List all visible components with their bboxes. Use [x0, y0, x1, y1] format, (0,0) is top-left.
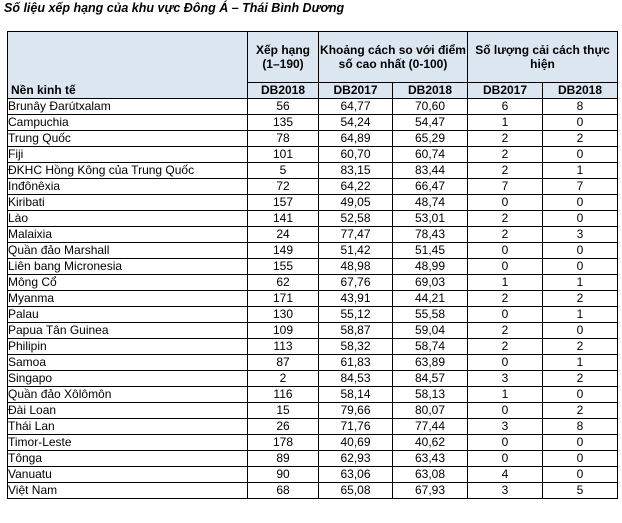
table-row — [8, 99, 618, 115]
table-row — [8, 195, 618, 211]
cell-rank-db2018: 178 — [248, 435, 319, 451]
table-row — [8, 403, 618, 419]
cell-reforms-db2018: 0 — [543, 243, 618, 259]
cell-economy-name: Quần đảo Marshall — [8, 243, 248, 259]
table-row — [8, 211, 618, 227]
cell-reforms-db2018: 1 — [543, 307, 618, 323]
cell-rank-db2018: 116 — [248, 387, 319, 403]
cell-distance-db2017: 60,70 — [319, 147, 393, 163]
cell-rank-db2018: 62 — [248, 275, 319, 291]
cell-economy-name: Inđônêxia — [8, 179, 248, 195]
cell-distance-db2018: 44,21 — [393, 291, 468, 307]
cell-distance-db2017: 79,66 — [319, 403, 393, 419]
cell-economy-name: Trung Quốc — [8, 131, 248, 147]
cell-reforms-db2017: 1 — [468, 115, 543, 131]
cell-distance-db2017: 58,87 — [319, 323, 393, 339]
cell-distance-db2018: 63,89 — [393, 355, 468, 371]
table-body — [8, 99, 618, 499]
cell-economy-name: Palau — [8, 307, 248, 323]
cell-economy-name: Papua Tân Guinea — [8, 323, 248, 339]
cell-rank-db2018: 90 — [248, 467, 319, 483]
cell-distance-db2018: 78,43 — [393, 227, 468, 243]
cell-reforms-db2018: 0 — [543, 435, 618, 451]
cell-reforms-db2017: 0 — [468, 195, 543, 211]
cell-economy-name: Việt Nam — [8, 483, 248, 499]
cell-reforms-db2017: 2 — [468, 339, 543, 355]
cell-reforms-db2017: 0 — [468, 355, 543, 371]
cell-economy-name: Vanuatu — [8, 467, 248, 483]
cell-distance-db2018: 69,03 — [393, 275, 468, 291]
subheader-reforms-db2018: DB2018 — [543, 83, 618, 99]
cell-reforms-db2017: 1 — [468, 387, 543, 403]
cell-rank-db2018: 5 — [248, 163, 319, 179]
cell-reforms-db2018: 3 — [543, 227, 618, 243]
header-reforms: Số lượng cải cách thực hiện — [468, 32, 618, 83]
cell-rank-db2018: 113 — [248, 339, 319, 355]
cell-reforms-db2018: 2 — [543, 131, 618, 147]
cell-rank-db2018: 141 — [248, 211, 319, 227]
cell-reforms-db2018: 2 — [543, 339, 618, 355]
cell-distance-db2018: 63,43 — [393, 451, 468, 467]
cell-reforms-db2017: 2 — [468, 163, 543, 179]
cell-reforms-db2018: 2 — [543, 291, 618, 307]
table-row — [8, 131, 618, 147]
cell-economy-name: Fiji — [8, 147, 248, 163]
cell-economy-name: Mông Cổ — [8, 275, 248, 291]
cell-reforms-db2018: 0 — [543, 323, 618, 339]
cell-distance-db2018: 53,01 — [393, 211, 468, 227]
cell-reforms-db2018: 0 — [543, 259, 618, 275]
cell-distance-db2017: 43,91 — [319, 291, 393, 307]
cell-rank-db2018: 15 — [248, 403, 319, 419]
cell-distance-db2018: 48,99 — [393, 259, 468, 275]
cell-distance-db2017: 77,47 — [319, 227, 393, 243]
cell-distance-db2017: 58,14 — [319, 387, 393, 403]
subheader-distance-db2017: DB2017 — [319, 83, 393, 99]
cell-distance-db2017: 84,53 — [319, 371, 393, 387]
cell-distance-db2018: 48,74 — [393, 195, 468, 211]
cell-distance-db2017: 64,77 — [319, 99, 393, 115]
cell-distance-db2018: 84,57 — [393, 371, 468, 387]
cell-economy-name: ĐKHC Hồng Kông của Trung Quốc — [8, 163, 248, 179]
subheader-rank-db2018: DB2018 — [248, 83, 319, 99]
table-row — [8, 243, 618, 259]
cell-distance-db2018: 66,47 — [393, 179, 468, 195]
cell-reforms-db2017: 0 — [468, 403, 543, 419]
cell-distance-db2018: 51,45 — [393, 243, 468, 259]
cell-economy-name: Liên bang Micronesia — [8, 259, 248, 275]
cell-distance-db2018: 70,60 — [393, 99, 468, 115]
cell-rank-db2018: 24 — [248, 227, 319, 243]
cell-distance-db2017: 52,58 — [319, 211, 393, 227]
table-row — [8, 483, 618, 499]
cell-distance-db2018: 63,08 — [393, 467, 468, 483]
cell-reforms-db2018: 1 — [543, 275, 618, 291]
cell-reforms-db2018: 0 — [543, 115, 618, 131]
cell-distance-db2017: 67,76 — [319, 275, 393, 291]
cell-distance-db2018: 60,74 — [393, 147, 468, 163]
cell-reforms-db2017: 3 — [468, 483, 543, 499]
cell-economy-name: Malaixia — [8, 227, 248, 243]
cell-distance-db2017: 48,98 — [319, 259, 393, 275]
cell-reforms-db2017: 3 — [468, 371, 543, 387]
cell-rank-db2018: 68 — [248, 483, 319, 499]
table-row — [8, 355, 618, 371]
cell-economy-name: Lào — [8, 211, 248, 227]
cell-rank-db2018: 2 — [248, 371, 319, 387]
cell-economy-name: Tônga — [8, 451, 248, 467]
cell-economy-name: Timor-Leste — [8, 435, 248, 451]
page-title: Số liệu xếp hạng của khu vực Đông Á – Thái Bình Dương — [4, 1, 345, 15]
table-row — [8, 419, 618, 435]
table-row — [8, 291, 618, 307]
cell-reforms-db2018: 0 — [543, 451, 618, 467]
cell-economy-name: Brunây Đarútxalam — [8, 99, 248, 115]
header-row — [8, 32, 618, 83]
cell-reforms-db2017: 2 — [468, 211, 543, 227]
cell-distance-db2018: 59,04 — [393, 323, 468, 339]
cell-economy-name: Myanma — [8, 291, 248, 307]
cell-distance-db2018: 58,74 — [393, 339, 468, 355]
cell-distance-db2017: 61,83 — [319, 355, 393, 371]
table-row — [8, 467, 618, 483]
cell-reforms-db2017: 2 — [468, 227, 543, 243]
cell-reforms-db2017: 2 — [468, 147, 543, 163]
table-row — [8, 179, 618, 195]
table-row — [8, 115, 618, 131]
cell-distance-db2018: 77,44 — [393, 419, 468, 435]
cell-reforms-db2017: 7 — [468, 179, 543, 195]
cell-reforms-db2018: 2 — [543, 371, 618, 387]
cell-distance-db2017: 49,05 — [319, 195, 393, 211]
cell-reforms-db2017: 0 — [468, 307, 543, 323]
cell-rank-db2018: 109 — [248, 323, 319, 339]
cell-rank-db2018: 149 — [248, 243, 319, 259]
cell-rank-db2018: 135 — [248, 115, 319, 131]
cell-reforms-db2018: 0 — [543, 147, 618, 163]
cell-economy-name: Đài Loan — [8, 403, 248, 419]
cell-distance-db2018: 58,13 — [393, 387, 468, 403]
cell-rank-db2018: 56 — [248, 99, 319, 115]
table-row — [8, 339, 618, 355]
cell-reforms-db2018: 1 — [543, 355, 618, 371]
cell-rank-db2018: 89 — [248, 451, 319, 467]
table-row — [8, 227, 618, 243]
header-rank: Xếp hạng (1–190) — [248, 32, 319, 83]
cell-distance-db2017: 62,93 — [319, 451, 393, 467]
ranking-table — [7, 31, 618, 499]
header-distance: Khoảng cách so với điểm số cao nhất (0-100) — [319, 32, 468, 83]
cell-economy-name: Thái Lan — [8, 419, 248, 435]
cell-reforms-db2018: 5 — [543, 483, 618, 499]
cell-reforms-db2018: 1 — [543, 163, 618, 179]
cell-distance-db2017: 64,89 — [319, 131, 393, 147]
cell-distance-db2018: 83,44 — [393, 163, 468, 179]
cell-reforms-db2018: 0 — [543, 211, 618, 227]
cell-reforms-db2018: 8 — [543, 419, 618, 435]
cell-distance-db2017: 71,76 — [319, 419, 393, 435]
cell-distance-db2018: 67,93 — [393, 483, 468, 499]
cell-rank-db2018: 101 — [248, 147, 319, 163]
cell-distance-db2017: 63,06 — [319, 467, 393, 483]
cell-economy-name: Campuchia — [8, 115, 248, 131]
cell-economy-name: Kiribati — [8, 195, 248, 211]
cell-reforms-db2017: 2 — [468, 323, 543, 339]
table-row — [8, 147, 618, 163]
cell-reforms-db2017: 0 — [468, 243, 543, 259]
cell-reforms-db2017: 0 — [468, 259, 543, 275]
cell-reforms-db2017: 2 — [468, 131, 543, 147]
subheader-reforms-db2017: DB2017 — [468, 83, 543, 99]
cell-distance-db2017: 51,42 — [319, 243, 393, 259]
cell-economy-name: Singapo — [8, 371, 248, 387]
cell-reforms-db2017: 0 — [468, 435, 543, 451]
cell-reforms-db2017: 6 — [468, 99, 543, 115]
header-economy: Nền kinh tế — [8, 32, 248, 99]
cell-rank-db2018: 171 — [248, 291, 319, 307]
table-row — [8, 323, 618, 339]
cell-economy-name: Philipin — [8, 339, 248, 355]
table-row — [8, 307, 618, 323]
subheader-distance-db2018: DB2018 — [393, 83, 468, 99]
cell-rank-db2018: 87 — [248, 355, 319, 371]
cell-reforms-db2017: 1 — [468, 275, 543, 291]
table-row — [8, 451, 618, 467]
cell-distance-db2017: 55,12 — [319, 307, 393, 323]
cell-distance-db2017: 54,24 — [319, 115, 393, 131]
table-row — [8, 275, 618, 291]
table-row — [8, 435, 618, 451]
cell-reforms-db2017: 4 — [468, 467, 543, 483]
cell-distance-db2017: 64,22 — [319, 179, 393, 195]
cell-reforms-db2018: 8 — [543, 99, 618, 115]
cell-rank-db2018: 155 — [248, 259, 319, 275]
cell-distance-db2018: 65,29 — [393, 131, 468, 147]
cell-rank-db2018: 26 — [248, 419, 319, 435]
cell-distance-db2018: 40,62 — [393, 435, 468, 451]
cell-reforms-db2018: 2 — [543, 403, 618, 419]
cell-economy-name: Quần đảo Xôlômôn — [8, 387, 248, 403]
cell-distance-db2018: 80,07 — [393, 403, 468, 419]
cell-distance-db2017: 65,08 — [319, 483, 393, 499]
cell-reforms-db2018: 0 — [543, 387, 618, 403]
cell-rank-db2018: 78 — [248, 131, 319, 147]
cell-reforms-db2017: 2 — [468, 291, 543, 307]
cell-economy-name: Samoa — [8, 355, 248, 371]
cell-reforms-db2017: 0 — [468, 451, 543, 467]
cell-reforms-db2017: 3 — [468, 419, 543, 435]
cell-reforms-db2018: 0 — [543, 467, 618, 483]
cell-reforms-db2018: 0 — [543, 195, 618, 211]
cell-distance-db2017: 83,15 — [319, 163, 393, 179]
cell-distance-db2017: 40,69 — [319, 435, 393, 451]
table-row — [8, 163, 618, 179]
cell-distance-db2018: 55,58 — [393, 307, 468, 323]
table-row — [8, 259, 618, 275]
cell-rank-db2018: 72 — [248, 179, 319, 195]
table-row — [8, 371, 618, 387]
table-row — [8, 387, 618, 403]
cell-rank-db2018: 157 — [248, 195, 319, 211]
cell-reforms-db2018: 7 — [543, 179, 618, 195]
cell-rank-db2018: 130 — [248, 307, 319, 323]
cell-distance-db2018: 54,47 — [393, 115, 468, 131]
cell-distance-db2017: 58,32 — [319, 339, 393, 355]
